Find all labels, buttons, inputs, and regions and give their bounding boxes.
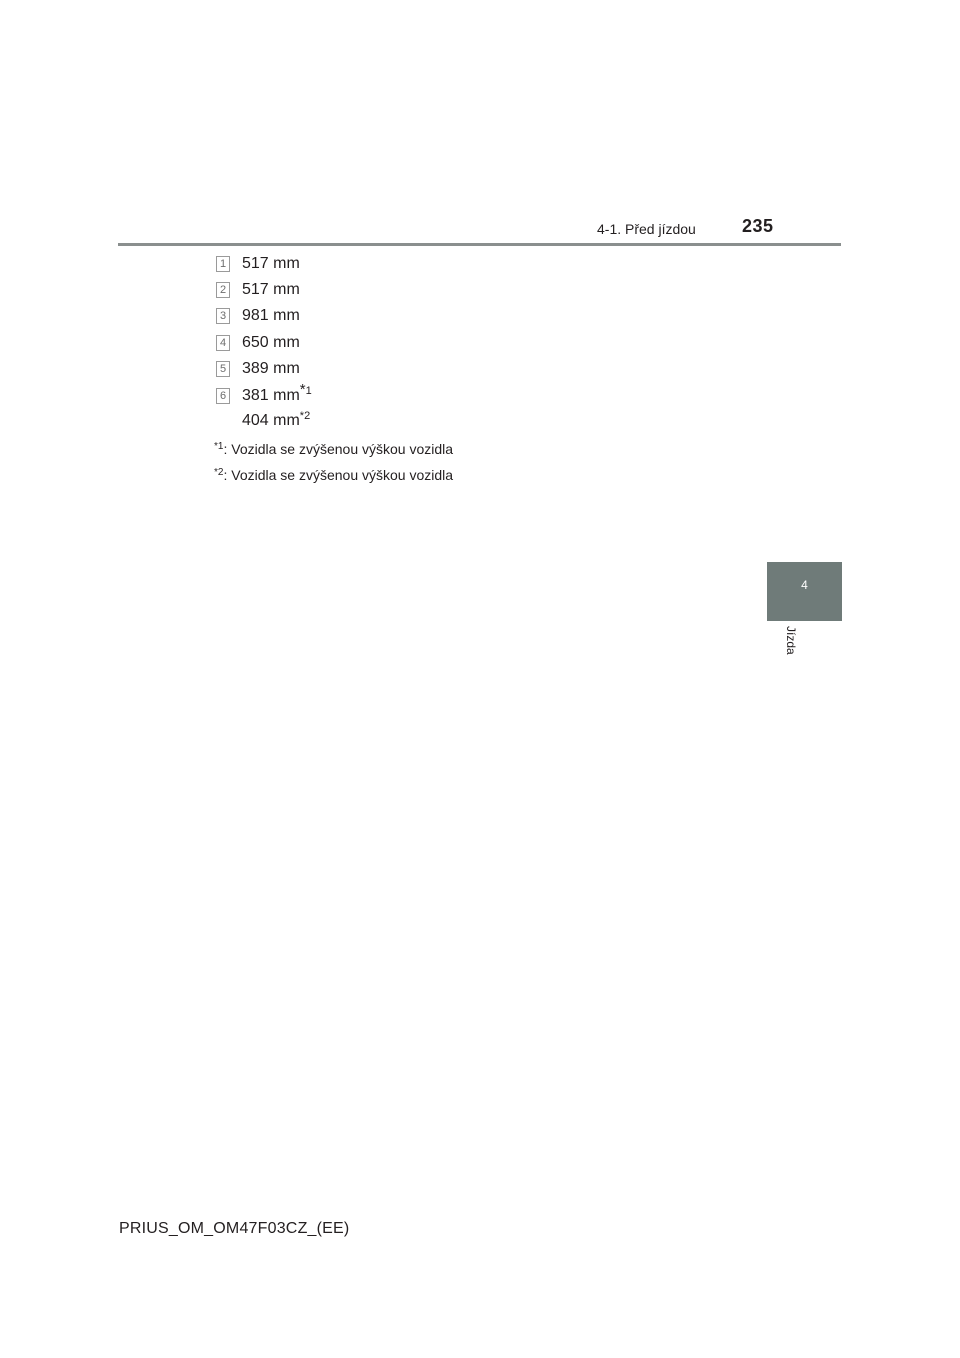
- header-section-title: 4-1. Před jízdou: [597, 221, 696, 237]
- header-divider: [118, 243, 841, 246]
- item-value-with-note: [242, 381, 312, 405]
- footnote: [214, 467, 453, 483]
- item-value: 517 mm: [242, 255, 300, 272]
- item-value: 517 mm: [242, 281, 300, 298]
- chapter-label: [781, 626, 801, 676]
- chapter-tab[interactable]: 4: [767, 562, 842, 621]
- item-marker: 3: [216, 308, 230, 324]
- page-number: 235: [742, 216, 774, 236]
- footnote-star: *: [214, 441, 218, 452]
- note-star: *: [299, 410, 305, 422]
- note-ref: 2: [304, 410, 311, 422]
- footnote-star: *: [214, 467, 218, 478]
- footnote-text: : Vozidla se zvýšenou výškou vozidla: [223, 467, 454, 483]
- alternate-value: [242, 412, 310, 430]
- list-item: [216, 279, 300, 301]
- item-value-text: 381 mm: [242, 387, 300, 404]
- note-ref: 1: [305, 385, 312, 397]
- list-item: [216, 381, 312, 407]
- document-code: PRIUS_OM_OM47F03CZ_(EE): [119, 1220, 350, 1237]
- list-item: [216, 332, 300, 354]
- item-marker: 2: [216, 282, 230, 298]
- footnote-ref: 2: [217, 467, 224, 478]
- alternate-value-text: 404 mm: [242, 412, 300, 429]
- chapter-label-text: Jízda: [784, 626, 798, 655]
- footnote-text: : Vozidla se zvýšenou výškou vozidla: [223, 441, 454, 457]
- footnote: [214, 441, 453, 457]
- item-value: 650 mm: [242, 334, 300, 351]
- item-value: 389 mm: [242, 360, 300, 377]
- note-star: *: [299, 381, 306, 398]
- list-item: [216, 253, 300, 275]
- item-value: 981 mm: [242, 307, 300, 324]
- list-item: [216, 305, 300, 327]
- item-marker: 1: [216, 256, 230, 272]
- footnote-ref: 1: [217, 441, 224, 452]
- item-marker: 5: [216, 361, 230, 377]
- item-marker: 4: [216, 335, 230, 351]
- list-item: [216, 358, 300, 380]
- item-marker: 6: [216, 388, 230, 404]
